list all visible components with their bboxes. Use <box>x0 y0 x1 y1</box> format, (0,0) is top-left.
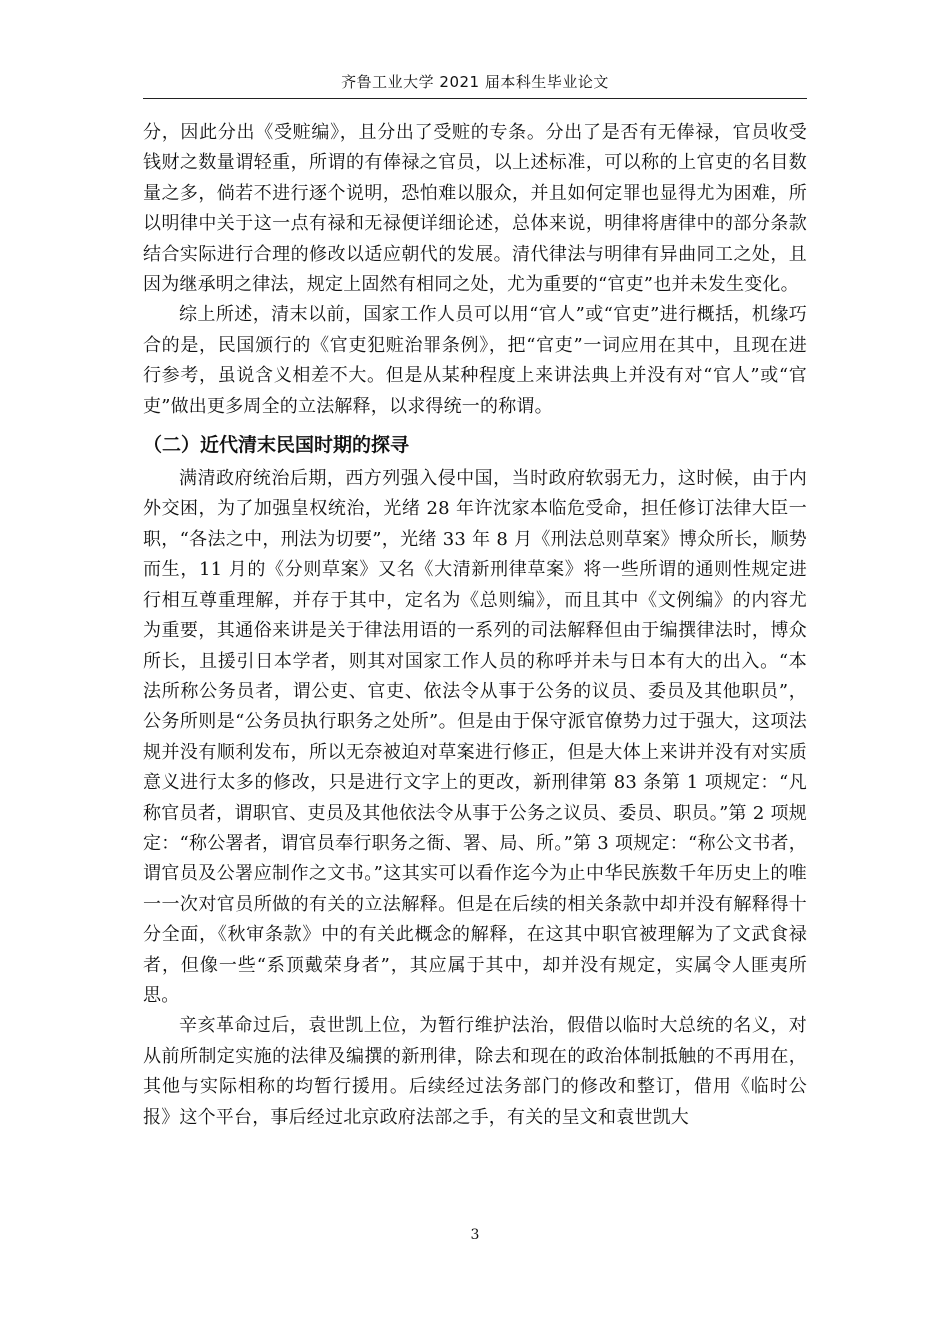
document-body <box>143 118 807 1133</box>
paragraph-summary: 综上所述，清末以前，国家工作人员可以用“官人”或“官吏”进行概括，机缘巧合的是，民国颁行的《官吏犯赃治罪条例》，把“官吏”一词应用在其中，且现在进行参考，虽说含义相差不大。但是从某种程度上来讲法典上并没有对“官人”或“官吏”做出更多周全的立法解释，以求得统一的称谓。 <box>143 304 807 417</box>
paragraph-xinhai: 辛亥革命过后，袁世凯上位，为暂行维护法治，假借以临时大总统的名义，对从前所制定实施的法律及编撰的新刑律，除去和现在的政治体制抵触的不再用在，其他与实际相称的均暂行援用。后续经过法务部门的修改和整订，借用《临时公报》这个平台，事后经过北京政府法部之手，有关的呈文和袁世凯大 <box>143 1015 807 1128</box>
paragraph-late-qing: 满清政府统治后期，西方列强入侵中国，当时政府软弱无力，这时候，由于内外交困，为了加强皇权统治，光绪 28 年许沈家本临危受命，担任修订法律大臣一职，“各法之中，刑法为切要”，光绪 33 年 8 月《刑法总则草案》博众所长，顺势而生，11 月的《分则草案》又名《大清新刑律草案》将一些所谓的通则性规定进行相互尊重理解，并存于其中，定名为《总则编》，而且其中《文例编》的内容尤为重要，其通俗来讲是关于律法用语的一系列的司法解释但由于编撰律法时，博众所长，且援引日本学者，则其对国家工作人员的称呼并未与日本有大的出入。“本法所称公务员者，谓公吏、官吏、依法令从事于公务的议员、委员及其他职员”，公务所则是“公务员执行职务之处所”。但是由于保守派官僚势力过于强大，这项法规并没有顺利发布，所以无奈被迫对草案进行修正，但是大体上来讲并没有对实质意义进行太多的修改，只是进行文字上的更改，新刑律第 83 条第 1 项规定：“凡称官员者，谓职官、吏员及其他依法令从事于公务之议员、委员、职员。”第 2 项规定：“称公署者，谓官员奉行职务之衙、署、局、所。”第 3 项规定：“称公文书者，谓官员及公署应制作之文书。”这其实可以看作迄今为止中华民族数千年历史上的唯一一次对官员所做的有关的立法解释。但是在后续的相关条款中却并没有解释得十分全面，《秋审条款》中的有关此概念的解释，在这其中职官被理解为了文武食禄者，但像一些“系顶戴荣身者”，其应属于其中，却并没有规定，实属令人匪夷所思。 <box>143 468 807 1006</box>
paragraph-continued: 分，因此分出《受赃编》，且分出了受赃的专条。分出了是否有无俸禄，官员收受钱财之数量谓轻重，所谓的有俸禄之官员，以上述标准，可以称的上官吏的名目数量之多，倘若不进行逐个说明，恐怕难以服众，并且如何定罪也显得尤为困难，所以明律中关于这一点有禄和无禄便详细论述，总体来说，明律将唐律中的部分条款结合实际进行合理的修改以适应朝代的发展。清代律法与明律有异曲同工之处，且因为继承明之律法，规定上固然有相同之处，尤为重要的“官吏”也并未发生变化。 <box>143 122 807 296</box>
page-number: 3 <box>470 1227 480 1243</box>
page-header: 齐鲁工业大学 2021 届本科生毕业论文 <box>143 70 807 99</box>
section-heading: （二）近代清末民国时期的探寻 <box>143 434 410 457</box>
